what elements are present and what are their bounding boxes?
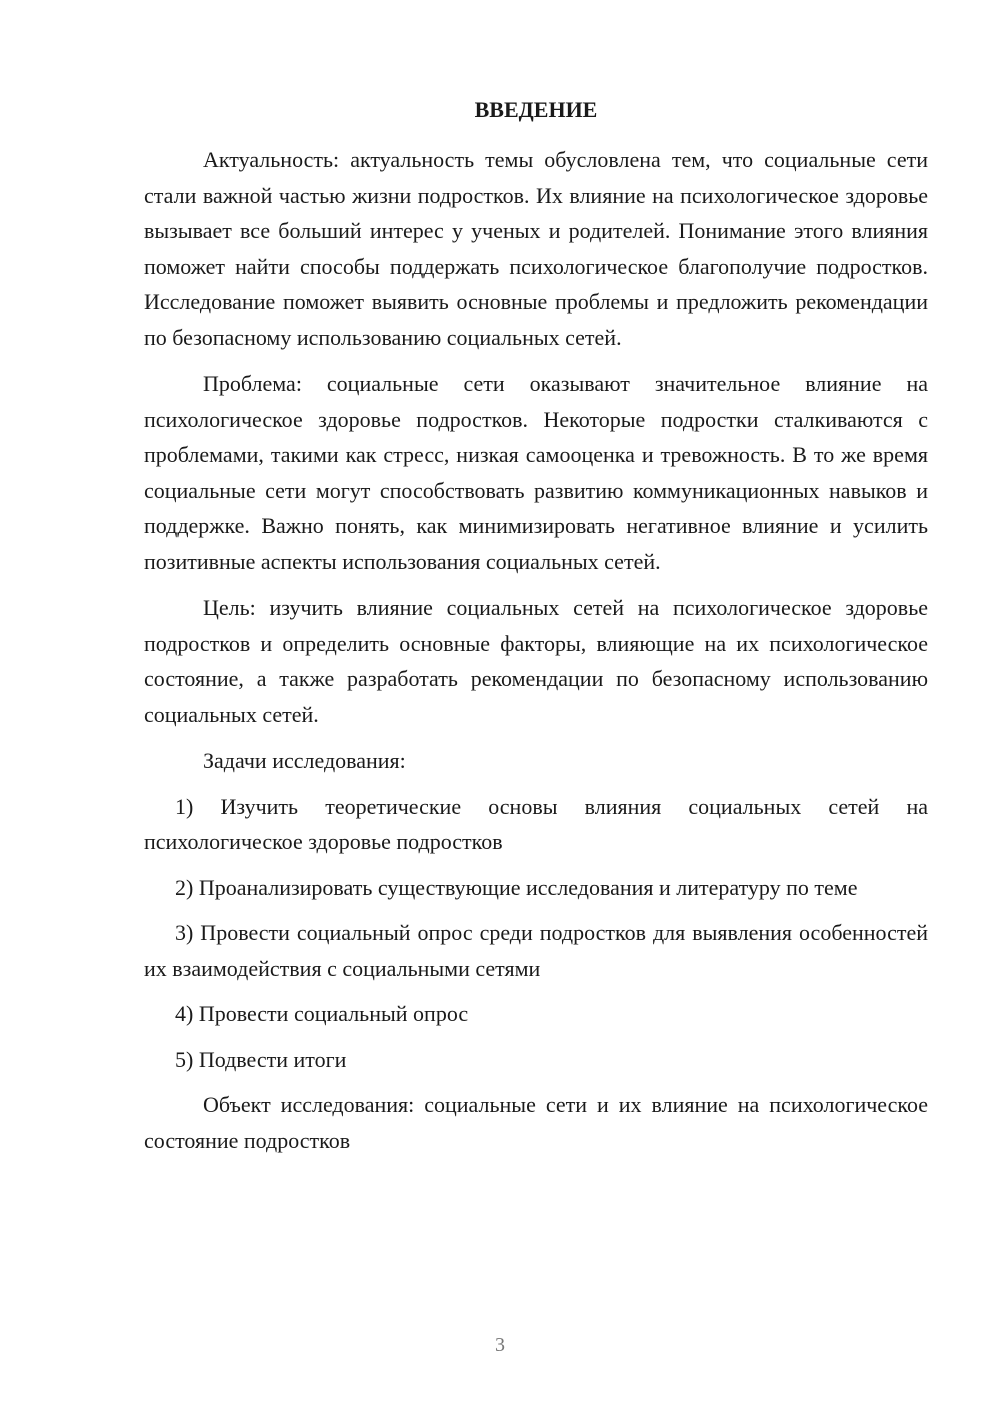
task-item-1: 1) Изучить теоретические основы влияния социальных сетей на психологическое здоровье подростков	[144, 793, 928, 854]
page-number: 3	[495, 1334, 505, 1356]
paragraph-goal: Цель: изучить влияние социальных сетей на психологическое здоровье подростков и определить основные факторы, влияющие на их психологическое состояние, а также разработать рекомендации по безопасному использованию социальных сетей.	[144, 595, 928, 727]
task-item-2: 2) Проанализировать существующие исследования и литературу по теме	[175, 874, 858, 900]
paragraph-problem: Проблема: социальные сети оказывают значительное влияние на психологическое здоровье подростков. Некоторые подростки сталкиваются с проблемами, такими как стресс, низкая самооценка и тревожность. В то же время социальные сети могут способствовать развитию коммуникационных навыков и поддержке. Важно понять, как минимизировать негативное влияние и усилить позитивные аспекты использования социальных сетей.	[144, 371, 928, 574]
paragraph-relevance: Актуальность: актуальность темы обусловлена тем, что социальные сети стали важной частью жизни подростков. Их влияние на психологическое здоровье вызывает все больший интерес у ученых и родителей. Понимание этого влияния поможет найти способы поддержать психологическое благополучие подростков. Исследование поможет выявить основные проблемы и предложить рекомендации по безопасному использованию социальных сетей.	[144, 147, 928, 350]
document-page	[144, 96, 928, 1169]
tasks-title: Задачи исследования:	[203, 748, 406, 773]
task-item-5: 5) Подвести итоги	[175, 1046, 347, 1072]
paragraph-object: Объект исследования: социальные сети и их влияние на психологическое состояние подростков	[144, 1092, 928, 1153]
task-item-4: 4) Провести социальный опрос	[175, 1001, 469, 1026]
page-title: ВВЕДЕНИЕ	[474, 97, 598, 122]
task-item-3: 3) Провести социальный опрос среди подростков для выявления особенностей их взаимодействия с социальными сетями	[144, 920, 928, 981]
